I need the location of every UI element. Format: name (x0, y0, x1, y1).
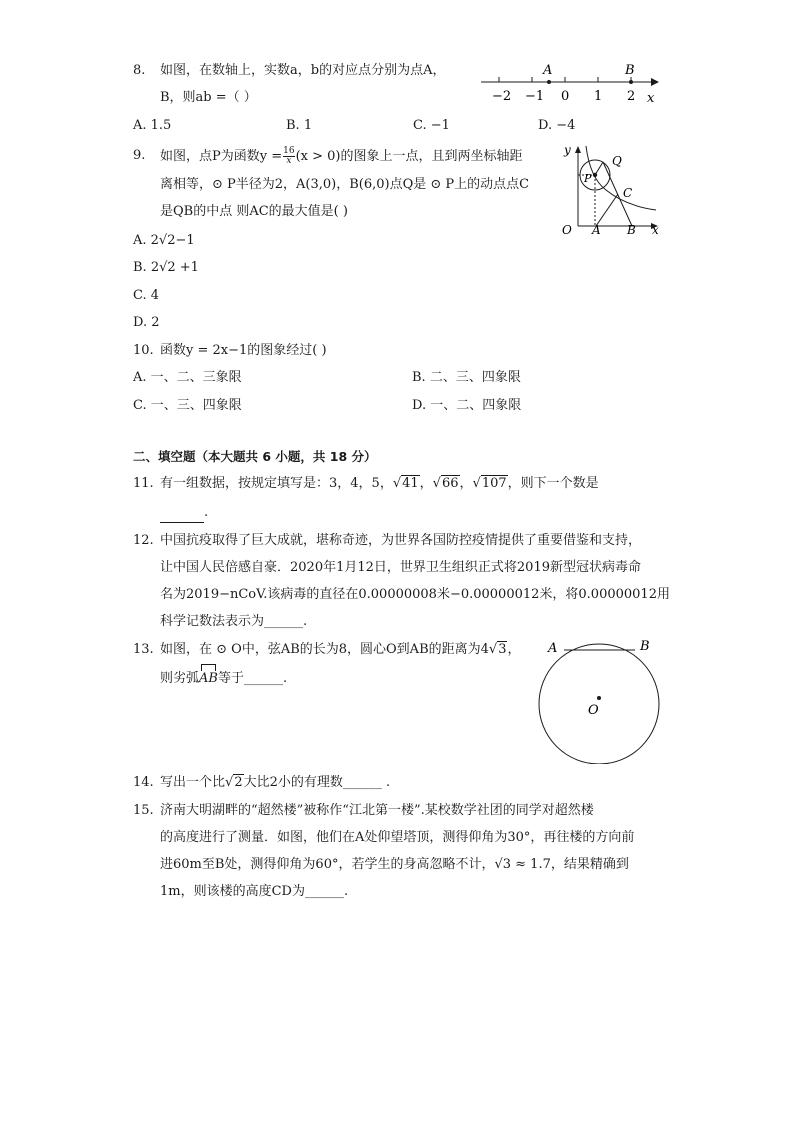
center-o-label: O (588, 703, 599, 718)
question-number: 8. (133, 63, 146, 78)
point-q-label: Q (612, 154, 622, 168)
question-number: 11. (133, 476, 154, 491)
option-b: B. 2√2 +1 (133, 260, 199, 275)
option-d: D. −4 (538, 118, 576, 133)
question-number: 9. (133, 148, 146, 163)
question-text-line: 如图，在 ⊙ O中，弦AB的长为8，圆心O到AB的距离为4√3， (160, 642, 521, 657)
point-c-label: C (623, 186, 633, 200)
option-d: D. 一、二、四象限 (412, 398, 522, 413)
option-b: B. 二、三、四象限 (412, 370, 521, 385)
point-p-label: P (584, 172, 592, 185)
question-text-line: 进60m至B处，测得仰角为60°，若学生的身高忽略不计，√3 ≈ 1.7，结果精确到 (160, 857, 629, 872)
question-text-line: 则劣弧 AB等于______. (160, 670, 287, 688)
tick-label: 2 (627, 89, 636, 104)
question-text-line: 名为2019−nCoV.该病毒的直径在0.00000008米−0.00000012米，将0.00000012用 (160, 587, 670, 602)
circle-chord-figure (532, 632, 667, 764)
radicand: 2 (234, 775, 243, 790)
point-a-label: A (592, 223, 601, 236)
point-a-label: A (543, 63, 553, 78)
question-text-line: 是QB的中点 则AC的最大值是( ) (160, 204, 348, 219)
tick-label: −2 (492, 89, 512, 104)
point-a-label: A (548, 641, 558, 656)
radicand: 107 (481, 476, 507, 491)
question-text-line: 让中国人民倍感自豪．2020年1月12日，世界卫生组织正式将2019新型冠状病毒命 (160, 560, 641, 575)
option-a: A. 2√2−1 (133, 233, 195, 248)
number-line-figure (475, 58, 665, 108)
radicand: 3 (498, 642, 507, 657)
question-text-line: 中国抗疫取得了巨大成就，堪称奇迹，为世界各国防控疫情提供了重要借鉴和支持， (160, 533, 642, 548)
radicand: 41 (402, 476, 419, 491)
arc-mark (201, 664, 216, 671)
option-a: A. 1.5 (133, 118, 172, 133)
point-b-label: B (627, 223, 636, 236)
radicand: 66 (441, 476, 459, 491)
tick-label: 0 (561, 89, 570, 104)
question-text-line: 离相等，⊙ P半径为2，A(3,0)，B(6,0)点Q是 ⊙ P上的动点点C (160, 177, 530, 192)
origin-label: O (562, 223, 572, 236)
y-axis-label: y (564, 143, 571, 157)
question-text-line: 济南大明湖畔的“超然楼”被称作“江北第一楼”.某校数学社团的同学对超然楼 (160, 803, 594, 818)
question-number: 14. (133, 775, 154, 790)
option-c: C. 4 (133, 288, 160, 303)
section-heading: 二、填空题（本大题共 6 小题，共 18 分） (133, 449, 377, 464)
question-text-line: 函数y = 2x−1的图象经过( ) (160, 343, 327, 358)
option-c: C. −1 (413, 118, 450, 133)
fraction-denominator: x (286, 156, 292, 166)
question-number: 13. (133, 642, 154, 657)
axis-var-label: x (647, 91, 655, 106)
question-number: 10. (133, 343, 154, 358)
question-number: 15. (133, 803, 154, 818)
point-b-label: B (625, 63, 635, 78)
question-text-line: 的高度进行了测量．如图，他们在A处仰望塔顶，测得仰角为30°，再往楼的方向前 (160, 830, 635, 845)
tick-label: −1 (525, 89, 545, 104)
question-text-line: B，则ab =（ ） (160, 90, 257, 105)
option-a: A. 一、二、三象限 (133, 370, 242, 385)
x-axis-label: x (652, 223, 659, 236)
question-number: 12. (133, 533, 154, 548)
tick-label: 1 (594, 89, 603, 104)
question-text-line: 科学记数法表示为______. (160, 614, 308, 629)
circle-hyperbola-figure (556, 140, 666, 236)
question-text-line: 如图，在数轴上，实数a，b的对应点分别为点A， (160, 63, 446, 78)
fraction-numerator: 16 (283, 146, 295, 156)
option-c: C. 一、三、四象限 (133, 398, 242, 413)
question-text-line: 如图，点P为函数y = $\frac{16}{x}$ (x > 0)的图象上一点，且到两坐标轴距 (160, 146, 523, 166)
option-d: D. 2 (133, 315, 160, 330)
question-text-line: 1m，则该楼的高度CD为______. (160, 884, 349, 899)
question-text-line: 写出一个比√2大比2小的有理数______ . (160, 775, 391, 790)
question-text-line: 有一组数据，按规定填写是：3，4，5，√41，√66，√107，则下一个数是 (160, 476, 599, 491)
option-b: B. 1 (286, 118, 313, 133)
answer-blank: . (160, 504, 208, 523)
arc-label: AB (199, 671, 218, 686)
point-b-label: B (640, 639, 650, 654)
